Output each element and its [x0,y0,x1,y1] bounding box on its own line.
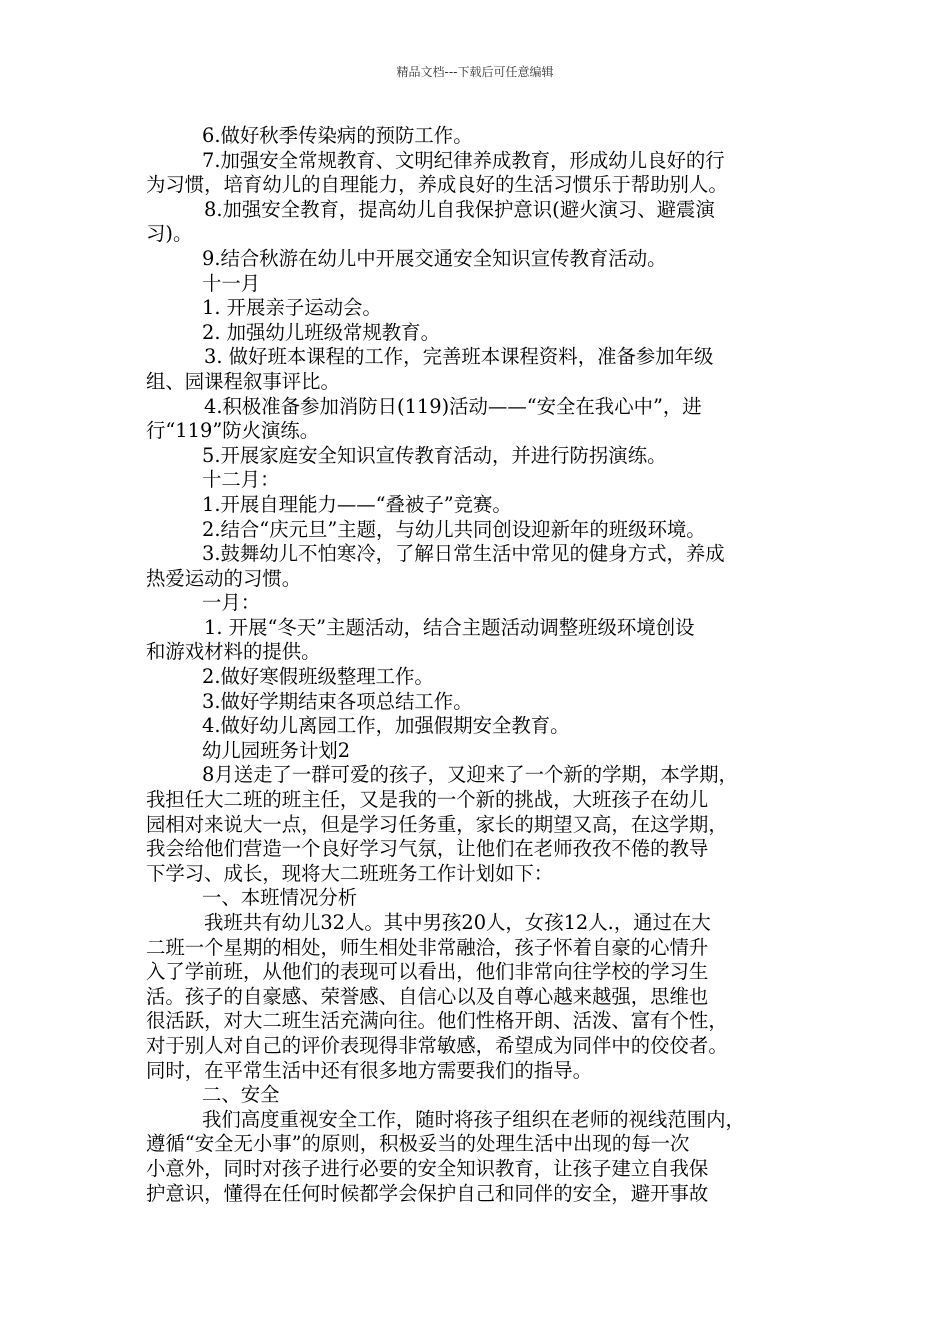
text-line: 9.结合秋游在幼儿中开展交通安全知识宣传教育活动。 [202,246,667,270]
text-line: 很活跃，对大二班生活充满向往。他们性格开朗、活泼、富有个性， [146,1009,728,1033]
text-line: 活。孩子的自豪感、荣誉感、自信心以及自尊心越来越强，思维也 [146,984,709,1008]
text-line: 1. 开展“冬天”主题活动，结合主题活动调整班级环境创设 [204,615,695,639]
text-line: 2.结合“庆元旦”主题，与幼儿共同创设迎新年的班级环境。 [202,517,706,541]
text-line: 幼儿园班务计划2 [202,738,351,762]
text-line: 下学习、成长，现将大二班班务工作计划如下： [146,861,554,885]
text-line: 2.做好寒假班级整理工作。 [202,665,434,689]
text-line: 一月： [202,591,261,615]
text-line: 习)。 [146,222,193,246]
text-line: 行“119”防火演练。 [146,419,320,443]
text-line: 7.加强安全常规教育、文明纪律养成教育，形成幼儿良好的行 [202,148,725,172]
text-line: 十一月 [202,271,261,295]
text-line: 5.开展家庭安全知识宣传教育活动，并进行防拐演练。 [202,443,667,467]
text-line: 1.开展自理能力——“叠被子”竞赛。 [202,492,512,516]
text-line: 同时，在平常生活中还有很多地方需要我们的指导。 [146,1058,592,1082]
page-header: 精品文档---下载后可任意编辑 [396,65,554,79]
text-line: 6.做好秋季传染病的预防工作。 [202,124,473,147]
text-line: 3.做好学期结束各项总结工作。 [202,689,473,713]
text-line: 1. 开展亲子运动会。 [202,296,382,320]
text-line: 小意外，同时对孩子进行必要的安全知识教育，让孩子建立自我保 [146,1156,709,1180]
text-line: 一、本班情况分析 [202,886,358,910]
text-line: 8.加强安全教育，提高幼儿自我保护意识(避火演习、避震演 [204,197,715,221]
text-line: 护意识，懂得在任何时候都学会保护自己和同伴的安全，避开事故 [146,1181,709,1205]
text-line: 3. 做好班本课程的工作，完善班本课程资料，准备参加年级 [204,345,714,369]
text-line: 组、园课程叙事评比。 [146,369,340,393]
text-line: 园相对来说大一点，但是学习任务重，家长的期望又高，在这学期， [146,812,728,836]
text-line: 入了学前班，从他们的表现可以看出，他们非常向往学校的学习生 [146,960,709,984]
text-line: 为习惯，培育幼儿的自理能力，养成良好的生活习惯乐于帮助别人。 [146,173,728,197]
text-line: 我会给他们营造一个良好学习气氛，让他们在老师孜孜不倦的教导 [146,837,709,861]
text-line: 4.积极准备参加消防日(119)活动——“安全在我心中”，进 [204,394,702,418]
text-line: 对于别人对自己的评价表现得非常敏感，希望成为同伴中的佼佼者。 [146,1033,728,1057]
document-body [146,124,826,1206]
text-line: 我班共有幼儿32人。其中男孩20人，女孩12人.，通过在大 [204,911,711,934]
text-line: 和游戏材料的提供。 [146,640,321,664]
text-line: 二班一个星期的相处，师生相处非常融洽，孩子怀着自豪的心情升 [146,935,709,959]
text-line: 二、安全 [202,1083,280,1107]
text-line: 8月送走了一群可爱的孩子，又迎来了一个新的学期，本学期， [202,763,738,787]
text-line: 遵循“安全无小事”的原则，积极妥当的处理生活中出现的每一次 [146,1132,690,1156]
text-line: 2. 加强幼儿班级常规教育。 [202,320,440,344]
text-line: 4.做好幼儿离园工作，加强假期安全教育。 [202,714,570,738]
text-line: 热爱运动的习惯。 [146,566,302,590]
text-line: 我担任大二班的班主任，又是我的一个新的挑战，大班孩子在幼儿 [146,788,709,812]
text-line: 3.鼓舞幼儿不怕寒冷，了解日常生活中常见的健身方式，养成 [202,542,725,566]
text-line: 十二月： [202,468,280,492]
text-line: 我们高度重视安全工作，随时将孩子组织在老师的视线范围内， [202,1107,745,1131]
